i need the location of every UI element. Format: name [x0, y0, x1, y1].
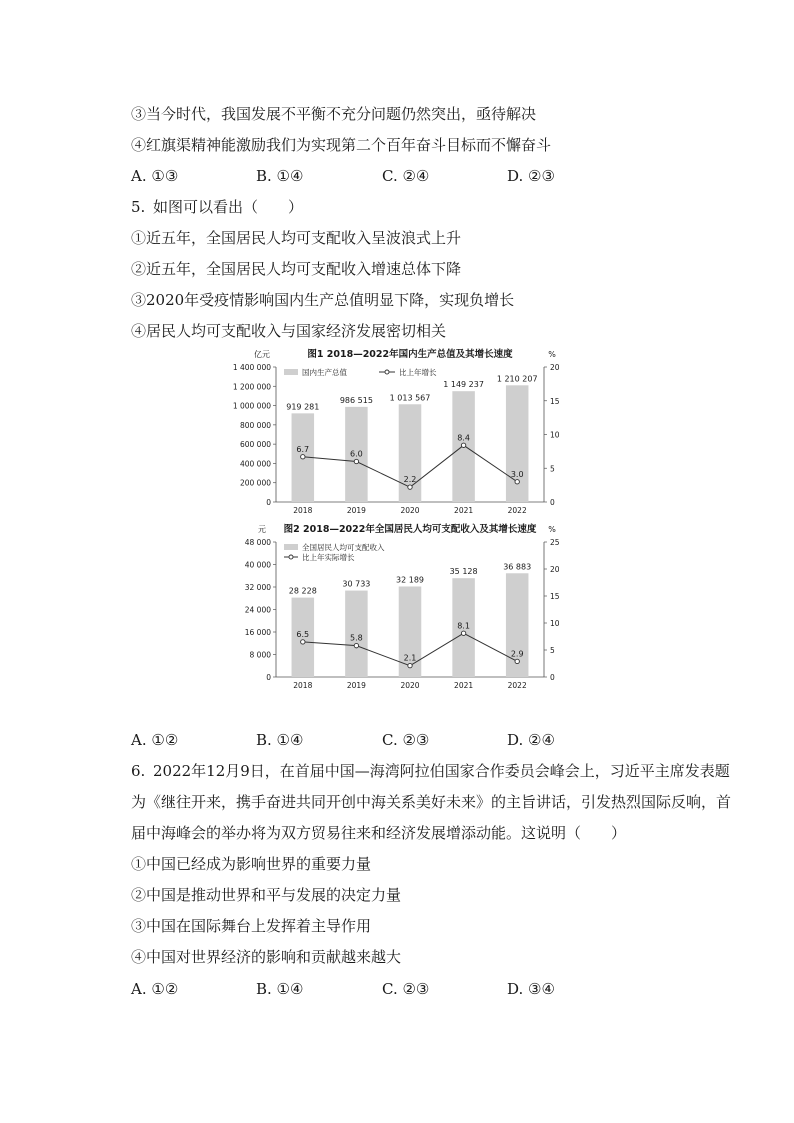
category-label: 2019 — [346, 681, 366, 690]
growth-point — [515, 659, 519, 663]
left-tick-label: 32 000 — [244, 583, 271, 592]
question-text-line-2: 为《继往开来，携手奋进共同开创中海关系美好未来》的主旨讲话，引发热烈国际反响，首 — [131, 793, 732, 811]
bar-value-label: 35 128 — [449, 567, 478, 577]
category-label: 2020 — [400, 681, 420, 690]
question-number: 5. — [131, 198, 146, 216]
growth-value-label: 5.8 — [350, 633, 363, 643]
option-a[interactable]: A. ①② — [131, 731, 179, 749]
growth-value-label: 3.0 — [510, 469, 524, 479]
growth-point — [301, 455, 305, 459]
left-tick-label: 0 — [266, 498, 271, 507]
statement-4: ④居民人均可支配收入与国家经济发展密切相关 — [131, 322, 447, 340]
left-axis-unit: 元 — [258, 525, 266, 534]
growth-point — [515, 480, 519, 484]
left-tick-label: 40 000 — [244, 560, 271, 570]
left-tick-label: 200 000 — [239, 478, 271, 488]
growth-value-label: 6.5 — [296, 629, 310, 639]
left-axis-unit: 亿元 — [254, 350, 270, 359]
option-c[interactable]: C. ②③ — [382, 980, 430, 998]
chart-title: 图1 2018—2022年国内生产总值及其增长速度 — [307, 349, 513, 360]
category-label: 2021 — [454, 681, 474, 690]
right-axis-unit: % — [548, 525, 556, 534]
question-5-stem — [131, 197, 303, 217]
growth-point — [461, 631, 465, 635]
legend-line-marker — [289, 555, 293, 559]
right-tick-label: 20 — [550, 565, 560, 574]
left-tick-label: 800 000 — [239, 420, 271, 430]
growth-value-label: 2.9 — [510, 649, 524, 659]
bar-value-label: 1 013 567 — [389, 393, 431, 403]
left-tick-label: 1 400 000 — [232, 363, 271, 372]
growth-value-label: 8.1 — [457, 621, 470, 631]
question-number: 6. — [131, 762, 146, 780]
right-tick-label: 15 — [550, 592, 560, 601]
legend-line-marker — [385, 370, 389, 374]
income-chart — [228, 520, 568, 695]
growth-value-label: 2.1 — [403, 653, 417, 663]
statement-1: ①近五年，全国居民人均可支配收入呈波浪式上升 — [131, 229, 462, 247]
option-a[interactable]: A. ①③ — [131, 167, 179, 185]
bar-value-label: 1 210 207 — [496, 374, 538, 384]
left-tick-label: 16 000 — [244, 628, 271, 637]
option-c[interactable]: C. ②④ — [382, 167, 430, 185]
question-text-line-1: 2022年12月9日，在首届中国—海湾阿拉伯国家合作委员会峰会上，习近平主席发表题 — [153, 762, 730, 780]
right-tick-label: 0 — [550, 673, 555, 682]
statement-2: ②中国是推动世界和平与发展的决定力量 — [131, 886, 402, 904]
left-tick-label: 600 000 — [239, 440, 271, 450]
left-tick-label: 0 — [266, 673, 271, 682]
option-a[interactable]: A. ①② — [131, 980, 179, 998]
left-tick-label: 48 000 — [244, 538, 271, 547]
option-b[interactable]: B. ①④ — [256, 980, 304, 998]
statement-1: ①中国已经成为影响世界的重要力量 — [131, 855, 372, 873]
option-d[interactable]: D. ②④ — [507, 731, 555, 749]
option-b[interactable]: B. ①④ — [256, 731, 304, 749]
legend-bar-label: 国内生产总值 — [302, 368, 347, 377]
bar-value-label: 919 281 — [286, 402, 320, 412]
category-label: 2022 — [507, 506, 527, 515]
bar-value-label: 36 883 — [503, 562, 532, 572]
statement-3: ③当今时代，我国发展不平衡不充分问题仍然突出，亟待解决 — [131, 105, 537, 123]
left-tick-label: 24 000 — [244, 605, 271, 615]
category-label: 2018 — [293, 506, 313, 515]
chart-title: 图2 2018—2022年全国居民人均可支配收入及其增长速度 — [283, 524, 537, 535]
bar-value-label: 28 228 — [288, 586, 317, 596]
bar-value-label: 30 733 — [342, 579, 371, 589]
option-c[interactable]: C. ②③ — [382, 731, 430, 749]
growth-value-label: 8.4 — [457, 433, 470, 443]
right-tick-label: 15 — [550, 396, 560, 406]
statement-4: ④中国对世界经济的影响和贡献越来越大 — [131, 948, 402, 966]
category-label: 2019 — [346, 506, 366, 515]
statement-3: ③中国在国际舞台上发挥着主导作用 — [131, 917, 372, 935]
growth-value-label: 2.2 — [403, 475, 417, 485]
legend-bar-swatch — [284, 544, 298, 550]
question-text: 如图可以看出（ ） — [153, 198, 304, 216]
growth-point — [408, 663, 412, 667]
right-tick-label: 5 — [550, 464, 555, 474]
bar-value-label: 32 189 — [396, 575, 424, 585]
legend-bar-swatch — [284, 369, 298, 375]
growth-point — [354, 643, 358, 647]
question-text-line-3: 届中海峰会的举办将为双方贸易往来和经济发展增添动能。这说明（ ） — [131, 824, 627, 842]
category-label: 2021 — [454, 506, 474, 515]
growth-point — [301, 640, 305, 644]
left-tick-label: 8 000 — [249, 650, 271, 660]
option-d[interactable]: D. ③④ — [507, 980, 555, 998]
legend-line-label: 比上年增长 — [399, 368, 437, 377]
bar-value-label: 1 149 237 — [443, 380, 484, 390]
statement-4: ④红旗渠精神能激励我们为实现第二个百年奋斗目标而不懈奋斗 — [131, 136, 552, 154]
right-axis-unit: % — [548, 350, 556, 359]
growth-value-label: 6.0 — [350, 449, 363, 459]
right-tick-label: 25 — [550, 538, 560, 547]
option-b[interactable]: B. ①④ — [256, 167, 304, 185]
category-label: 2020 — [400, 506, 420, 515]
right-tick-label: 10 — [550, 430, 560, 440]
growth-point — [408, 485, 412, 489]
bar — [506, 385, 529, 502]
statement-3: ③2020年受疫情影响国内生产总值明显下降，实现负增长 — [131, 291, 515, 309]
question-6-stem — [131, 761, 730, 781]
growth-point — [354, 459, 358, 463]
right-tick-label: 0 — [550, 498, 555, 507]
legend-line-label: 比上年实际增长 — [302, 553, 355, 562]
left-tick-label: 1 200 000 — [232, 382, 271, 392]
bar-value-label: 986 515 — [339, 395, 373, 405]
left-tick-label: 1 000 000 — [232, 401, 271, 411]
right-tick-label: 10 — [550, 619, 560, 628]
legend-bar-label: 全国居民人均可支配收入 — [302, 543, 385, 552]
right-tick-label: 20 — [550, 363, 560, 372]
category-label: 2018 — [293, 681, 313, 690]
category-label: 2022 — [507, 681, 527, 690]
growth-value-label: 6.7 — [296, 444, 310, 454]
gdp-chart — [228, 345, 568, 520]
left-tick-label: 400 000 — [239, 459, 271, 469]
growth-point — [461, 443, 465, 447]
option-d[interactable]: D. ②③ — [507, 167, 555, 185]
statement-2: ②近五年，全国居民人均可支配收入增速总体下降 — [131, 260, 462, 278]
right-tick-label: 5 — [550, 646, 555, 655]
